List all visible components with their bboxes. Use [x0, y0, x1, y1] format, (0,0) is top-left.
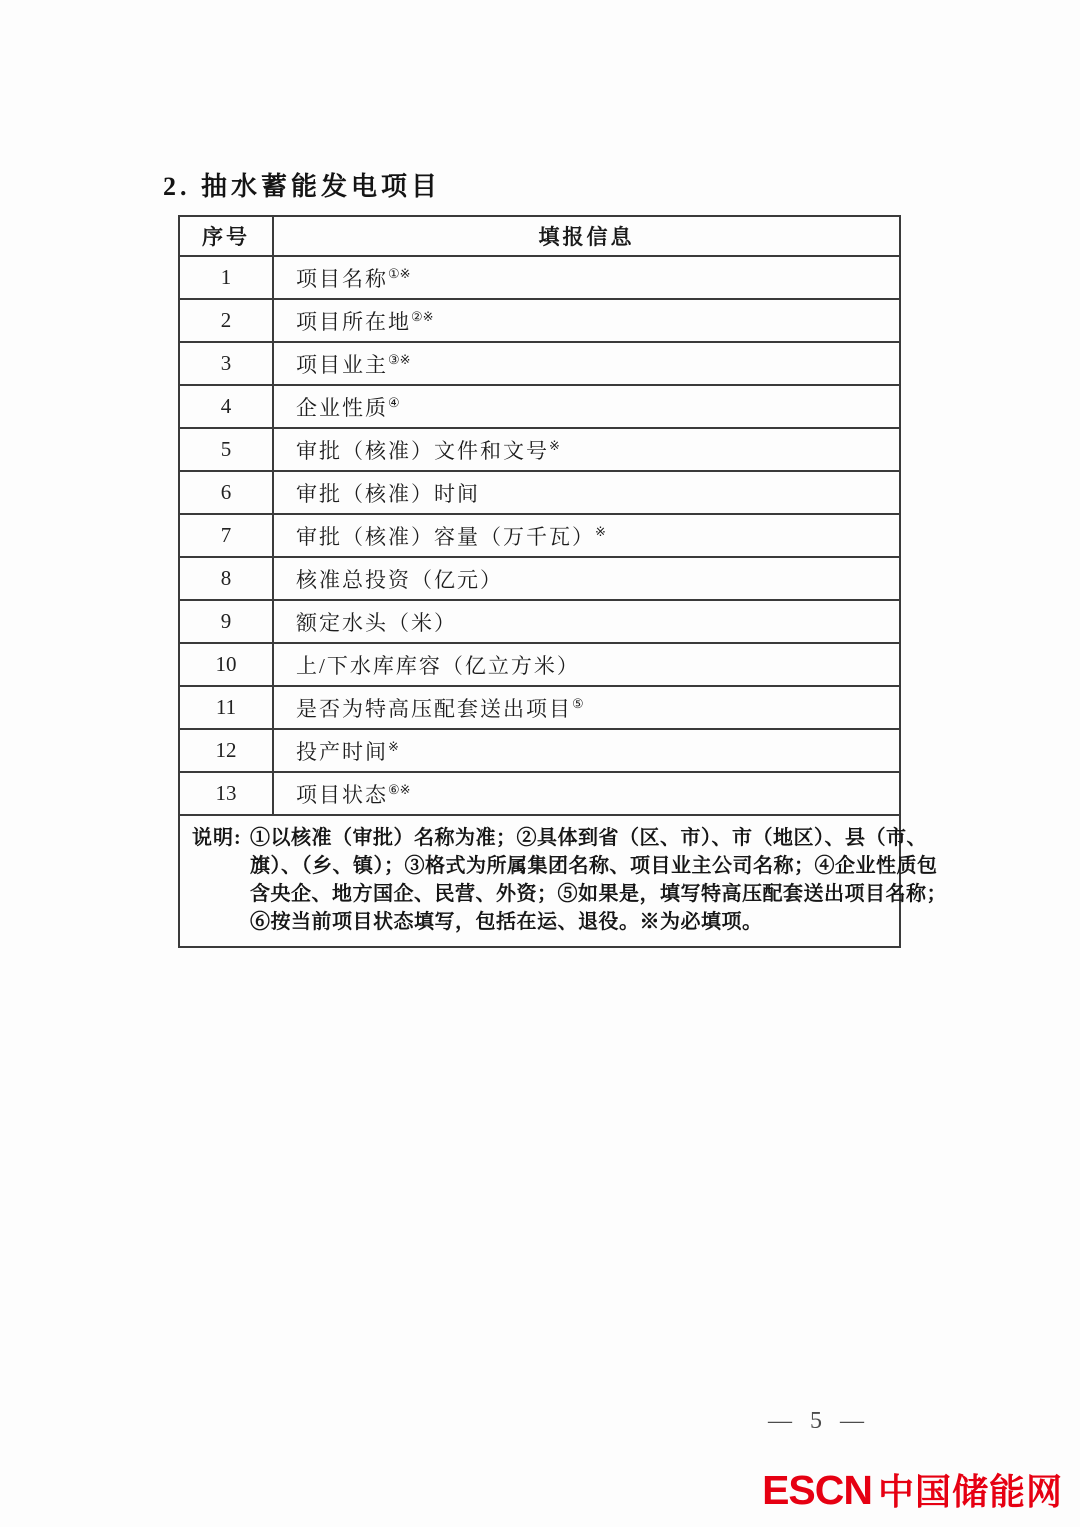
escn-logo-chinese: 中国储能网	[877, 1472, 1063, 1513]
header-cell-info: 填报信息	[273, 216, 900, 256]
notes-label: 说明:	[192, 827, 242, 849]
row-label	[273, 772, 900, 815]
row-number: 2	[179, 299, 273, 342]
row-label	[273, 557, 900, 600]
notes-text	[250, 824, 947, 936]
row-label-text: 项目所在地	[296, 309, 411, 334]
row-label-sup: ⑥※	[388, 781, 411, 797]
row-number: 9	[179, 600, 273, 643]
row-label-sup: ⑤	[572, 695, 584, 711]
notes-line: 含央企、地方国企、民营、外资；⑤如果是，填写特高压配套送出项目名称；	[250, 883, 947, 905]
row-label	[273, 686, 900, 729]
table-row	[179, 600, 900, 643]
row-label-text: 额定水头（米）	[296, 610, 457, 635]
row-label	[273, 643, 900, 686]
row-number: 5	[179, 428, 273, 471]
report-table	[178, 215, 947, 948]
section-title: 2. 抽水蓄能发电项目	[163, 172, 442, 201]
row-number: 6	[179, 471, 273, 514]
row-label-sup: ③※	[388, 351, 411, 367]
page-number: — 5 —	[768, 1408, 870, 1434]
table-row	[179, 256, 900, 299]
row-label	[273, 514, 900, 557]
row-number: 10	[179, 643, 273, 686]
row-number: 4	[179, 385, 273, 428]
row-label-sup: ※	[595, 523, 606, 539]
escn-logo	[762, 1464, 1063, 1515]
row-label-sup: ②※	[411, 308, 434, 324]
row-label	[273, 729, 900, 772]
table-row	[179, 514, 900, 557]
header-cell-no: 序号	[179, 216, 273, 256]
row-label	[273, 385, 900, 428]
table-row	[179, 772, 900, 815]
table-row	[179, 686, 900, 729]
row-label-text: 审批（核准）文件和文号	[296, 438, 549, 463]
row-label-text: 审批（核准）时间	[296, 481, 480, 506]
row-label-sup: ※	[388, 738, 399, 754]
row-number: 11	[179, 686, 273, 729]
row-label	[273, 299, 900, 342]
row-label-text: 上/下水库库容（亿立方米）	[296, 653, 580, 678]
table-row	[179, 299, 900, 342]
table-row	[179, 471, 900, 514]
table-header-row	[179, 216, 900, 256]
row-label-text: 项目状态	[296, 782, 388, 807]
escn-logo-latin: ESCN	[762, 1467, 872, 1513]
row-label	[273, 342, 900, 385]
table-row	[179, 385, 900, 428]
notes-row	[179, 815, 900, 947]
row-number: 7	[179, 514, 273, 557]
table-row	[179, 643, 900, 686]
notes-line: 旗）、（乡、镇）；③格式为所属集团名称、项目业主公司名称；④企业性质包	[250, 855, 938, 877]
row-label-sup: ④	[388, 394, 400, 410]
row-label-text: 企业性质	[296, 395, 388, 420]
row-label-text: 项目业主	[296, 352, 388, 377]
table-row	[179, 729, 900, 772]
row-label	[273, 256, 900, 299]
table-row	[179, 428, 900, 471]
row-number: 1	[179, 256, 273, 299]
notes-line: ①以核准（审批）名称为准；②具体到省（区、市）、市（地区）、县（市、	[250, 827, 927, 849]
table-row	[179, 342, 900, 385]
row-number: 8	[179, 557, 273, 600]
row-label-text: 是否为特高压配套送出项目	[296, 696, 572, 721]
row-label	[273, 600, 900, 643]
row-label-text: 投产时间	[296, 739, 388, 764]
notes-cell	[179, 815, 947, 947]
row-label-sup: ①※	[388, 265, 411, 281]
row-number: 13	[179, 772, 273, 815]
table-row	[179, 557, 900, 600]
row-label	[273, 428, 900, 471]
row-label-text: 核准总投资（亿元）	[296, 567, 503, 592]
row-label-text: 审批（核准）容量（万千瓦）	[296, 524, 595, 549]
notes-line: ⑥按当前项目状态填写，包括在运、退役。※为必填项。	[250, 911, 763, 933]
row-number: 3	[179, 342, 273, 385]
row-label	[273, 471, 900, 514]
row-label-text: 项目名称	[296, 266, 388, 291]
row-number: 12	[179, 729, 273, 772]
row-label-sup: ※	[549, 437, 560, 453]
